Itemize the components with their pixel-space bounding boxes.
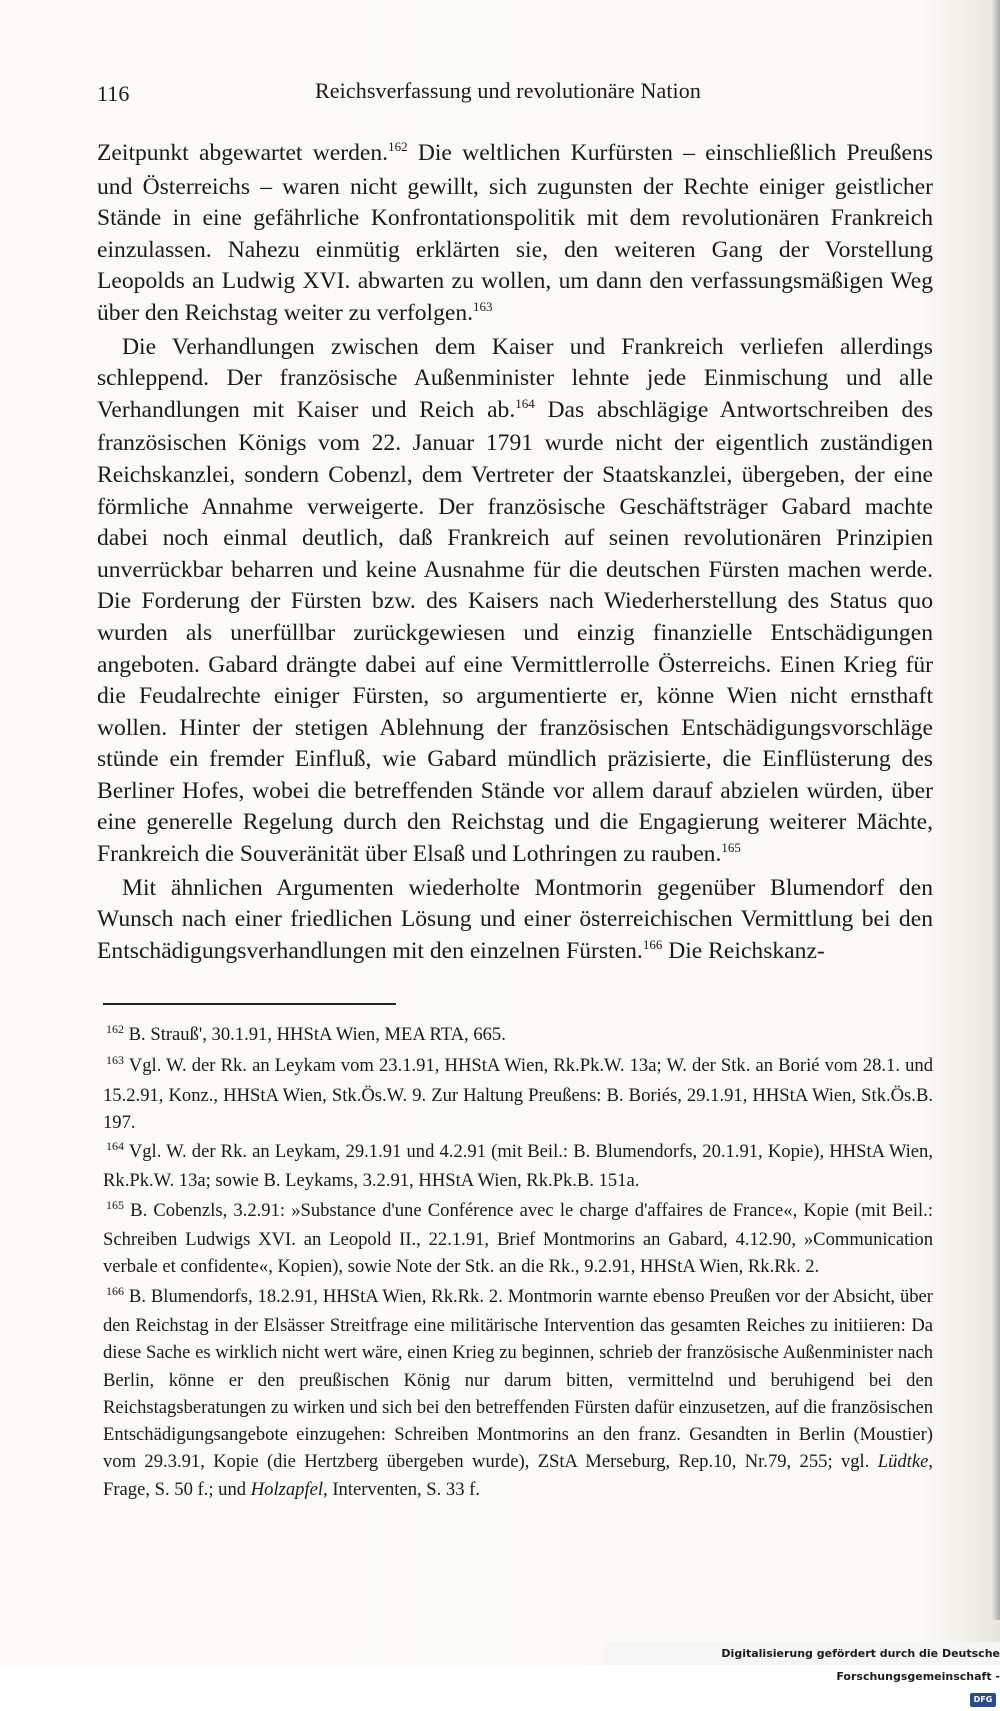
- paragraph-1: Zeitpunkt abgewartet werden.$^{162}$ Die weltlichen Kurfürsten – einschließlich Preußens und Österreichs – waren nicht gewillt, sich zugunsten der Rechte einiger geistlicher Stände in eine gefährliche Konfrontationspolitik mit dem revolutionären Frankreich einzulassen. Nahezu einmütig erklärten sie, den weiteren Gang der Vorstellung Leopolds an Ludwig XVI. abwarten zu wollen, um dann den verfassungsmäßigen Weg über den Reichstag weiter zu verfolgen.$^{163}$: [97, 139, 933, 326]
- footnote-165: $^{165}$ B. Cobenzls, 3.2.91: »Substance d'une Conférence avec le charge d'affaires de France«, Kopie (mit Beil.: Schreiben Ludwigs XVI. an Leopold II., 22.1.91, Brief Montmorins an Gabard, 4.12.90, »Communication verbale et confidente«, Kopien), sowie Note der Stk. an die Rk., 9.2.91, HHStA Wien, Rk.Rk. 2.: [103, 1197, 933, 1278]
- paragraph-2: Die Verhandlungen zwischen dem Kaiser und Frankreich verliefen allerdings schleppend. Der französische Außenminister lehnte jede Einmischung und alle Verhandlungen mit Kaiser und Reich ab.$^{164}$ Das abschlägige Antwortschreiben des französischen Königs vom 22. Januar 1791 wurde nicht der eigentlich zuständigen Reichskanzlei, sondern Cobenzl, dem Vertreter der Staatskanzlei, übergeben, der eine förmliche Annahme verweigerte. Der französische Geschäftsträger Gabard machte dabei noch einmal deutlich, daß Frankreich auf seinen revolutionären Prinzipien unverrückbar beharren und keine Ausnahme für die deutschen Fürsten machen werde. Die Forderung der Fürsten bzw. des Kaisers nach Wiederherstellung des Status quo wurden als unerfüllbar zurückgewiesen und einzig finanzielle Entschädigungen angeboten. Gabard drängte dabei auf eine Vermittlerrolle Österreichs. Einen Krieg für die Feudalrechte einiger Fürsten, so argumentierte er, könne Wien nicht ernsthaft wollen. Hinter der stetigen Ablehnung der französischen Entschädigungsvorschläge stünde ein fremder Einfluß, wie Gabard mündlich präzisierte, die Einflüsterung des Berliner Hofes, wobei die betreffenden Stände vor allem darauf abzielen würden, über eine generelle Regelung durch den Reichstag und die Engagierung weiterer Mächte, Frankreich die Souveränität über Elsaß und Lothringen zu rauben.$^{165}$: [97, 333, 933, 868]
- footnote-divider: [103, 1003, 396, 1005]
- footnote-163: $^{163}$ Vgl. W. der Rk. an Leykam vom 23.1.91, HHStA Wien, Rk.Pk.W. 13a; W. der Stk. an Borié vom 28.1. und 15.2.91, Konz., HHStA Wien, Stk.Ös.W. 9. Zur Haltung Preußens: B. Boriés, 29.1.91, HHStA Wien, Stk.Ös.B. 197.: [103, 1053, 934, 1133]
- footnotes: [103, 1021, 933, 1505]
- funding-note: Digitalisierung gefördert durch die Deutsche Forschungsgemeinschaft -: [721, 1647, 1000, 1683]
- author-luedtke: Lüdtke: [877, 1451, 929, 1473]
- footnote-ref-163[interactable]: 163: [473, 298, 493, 314]
- footnote-ref-164[interactable]: 164: [515, 395, 535, 411]
- dfg-logo-icon: DFG: [970, 1693, 996, 1707]
- running-title: Reichsverfassung und revolutionäre Nation: [315, 78, 701, 103]
- paragraph-3: Mit ähnlichen Argumenten wiederholte Montmorin gegenüber Blumendorf den Wunsch nach einer friedlichen Lösung und einer österreichischen Vermittlung bei den Entschädigungsverhandlungen mit den einzelnen Fürsten.$^{166}$ Die Reichskanz-: [97, 874, 933, 964]
- main-text: [97, 138, 933, 969]
- footnote-162: $^{162}$ B. Strauß', 30.1.91, HHStA Wien, MEA RTA, 665.: [106, 1022, 506, 1045]
- footnote-166: $^{166}$ B. Blumendorfs, 18.2.91, HHStA Wien, Rk.Rk. 2. Montmorin warnte ebenso Preußen vor der Absicht, über den Reichstag in der Elsässer Streitfrage eine militärische Intervention das gesamten Reiches zu initiieren: Da diese Sache es wirklich nicht wert wäre, einen Krieg zu beginnen, schrieb der französische Außenminister nach Berlin, könne er den preußischen König nur darum bitten, vermittelnd und beruhigend bei den Reichstagsberatungen zu wirken und sich bei den betreffenden Fürsten dafür einzusetzen, auf die französischen Entschädigungsangebote einzugehen: Schreiben Montmorins an den franz. Gesandten in Berlin (Moustier) vom 29.3.91, Kopie (die Hertzberg übergeben wurde), ZStA Merseburg, Rep.10, Nr.79, 255; vgl. Lüdtke, Frage, S. 50 f.; und Holzapfel, Interventen, S. 33 f.: [103, 1283, 934, 1500]
- footnote-164: $^{164}$ Vgl. W. der Rk. an Leykam, 29.1.91 und 4.2.91 (mit Beil.: B. Blumendorfs, 20.1.91, Kopie), HHStA Wien, Rk.Pk.W. 13a; sowie B. Leykams, 3.2.91, HHStA Wien, Rk.Pk.B. 151a.: [103, 1139, 933, 1192]
- footnote-ref-162[interactable]: 162: [388, 139, 408, 154]
- author-holzapfel: Holzapfel: [250, 1478, 324, 1500]
- dfg-funding-banner: [604, 1642, 1000, 1704]
- page-header: [97, 78, 877, 112]
- footnote-ref-166[interactable]: 166: [642, 936, 663, 952]
- footnote-ref-165[interactable]: 165: [721, 840, 741, 856]
- page-number: 116: [97, 81, 130, 106]
- page-edge-shadow: [992, 0, 1000, 1620]
